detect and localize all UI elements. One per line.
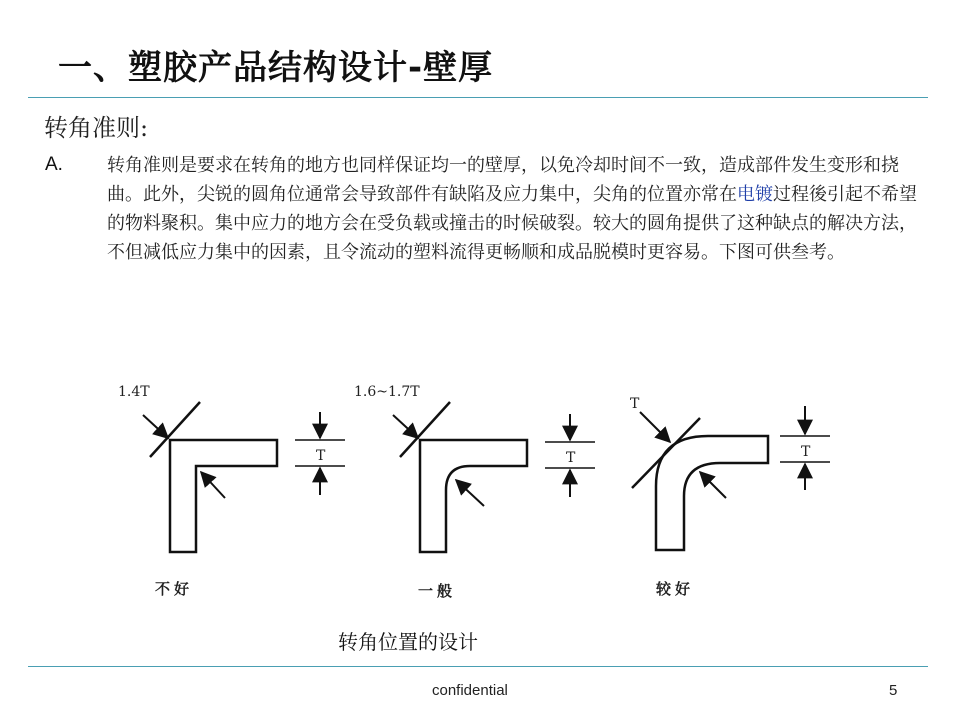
- section-subtitle: 转角准则:: [44, 114, 149, 142]
- page-number: 5: [889, 682, 898, 699]
- paragraph-text-after: 过程後引起不希望的物料聚积。集中应力的地方会在受负载或撞击的时候破裂。较大的圆角提供了这种缺点的解决方法，不但减低应力集中的因素，且令流动的塑料流得更畅顺和成品脱模时更容易。下图可供叁考。: [107, 184, 917, 263]
- figure-caption-bad: 不好: [155, 580, 194, 598]
- outer-dimension-label: 1.4T: [118, 384, 150, 400]
- slide-title: 一、塑胶产品结构设计-壁厚: [58, 48, 494, 88]
- thickness-label: T: [316, 448, 326, 464]
- figure-full-radius: [630, 396, 830, 598]
- inner-leader-arrow: [201, 472, 225, 498]
- outer-leader-arrow: [143, 415, 168, 438]
- figure-caption-average: 一般: [418, 582, 457, 600]
- figure-sharp-corner: [118, 384, 345, 598]
- inner-leader-arrow: [700, 472, 726, 498]
- thickness-label: T: [801, 444, 811, 460]
- inner-leader-arrow: [456, 480, 484, 506]
- diagram-caption: 转角位置的设计: [338, 630, 478, 654]
- title-divider: [28, 97, 928, 98]
- figure-caption-better: 较好: [656, 580, 695, 598]
- thickness-label: T: [566, 450, 576, 466]
- paragraph-text-before: 转角准则是要求在转角的地方也同样保证均一的壁厚，以免冷却时间不一致，造成部件发生变形和挠曲。此外，尖锐的圆角位通常会导致部件有缺陷及应力集中，尖角的位置亦常在: [107, 155, 899, 205]
- outer-measure-line: [632, 418, 700, 488]
- corner-design-diagram: [0, 360, 956, 620]
- outer-leader-arrow: [640, 412, 670, 442]
- outer-leader-arrow: [393, 415, 418, 438]
- outer-dimension-label: T: [630, 396, 640, 412]
- paragraph-link-electroplating[interactable]: 电镀: [737, 184, 773, 205]
- item-marker: A.: [45, 154, 63, 175]
- outer-dimension-label: 1.6~1.7T: [354, 384, 420, 400]
- figure-inner-radius: [354, 384, 595, 600]
- body-paragraph: [107, 151, 917, 267]
- footer-divider: [28, 666, 928, 667]
- full-radius-profile: [656, 436, 768, 550]
- footer-confidential: confidential: [432, 682, 508, 699]
